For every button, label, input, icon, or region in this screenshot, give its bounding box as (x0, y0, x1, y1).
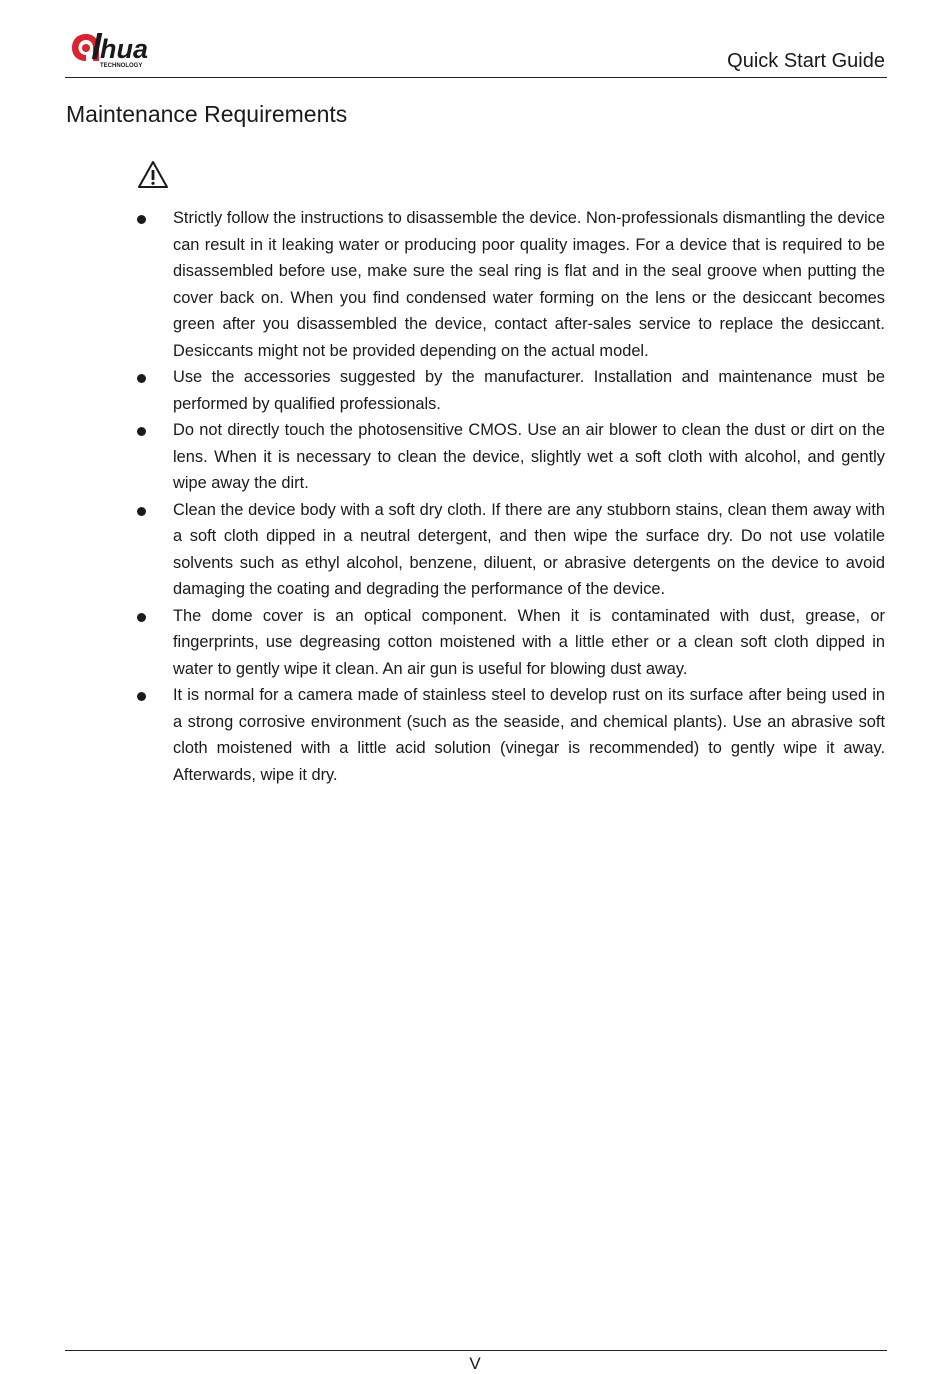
list-item (135, 205, 885, 364)
list-item-text: Strictly follow the instructions to disassemble the device. Non-professionals dismantling the device can result in it leaking water or producing poor quality images. For a device that is required to be disassembled before use, make sure the seal ring is flat and in the seal groove when putting the cover back on. When you find condensed water forming on the lens or the desiccant becomes green after you disassembled the device, contact after-sales service to replace the desiccant. Desiccants might not be provided depending on the actual model. (173, 209, 885, 360)
document-title: Quick Start Guide (727, 50, 885, 72)
list-item-text: It is normal for a camera made of stainless steel to develop rust on its surface after being used in a strong corrosive environment (such as the seaside, and chemical plants). Use an abrasive soft cloth moistened with a little acid solution (vinegar is recommended) to gently wipe it away. Afterwards, wipe it dry. (173, 686, 885, 784)
warning-icon (137, 160, 169, 189)
list-item-text: Use the accessories suggested by the manufacturer. Installation and maintenance must be performed by qualified professionals. (173, 368, 885, 413)
bullet-icon (137, 507, 146, 516)
list-item-text: The dome cover is an optical component. When it is contaminated with dust, grease, or fingerprints, use degreasing cotton moistened with a little ether or a clean soft cloth dipped in water to gently wipe it clean. An air gun is useful for blowing dust away. (173, 606, 885, 678)
list-item (135, 497, 885, 603)
bullet-icon (137, 427, 146, 436)
list-item-text: Clean the device body with a soft dry cloth. If there are any stubborn stains, clean them away with a soft cloth dipped in a neutral detergent, and then wipe the surface dry. Do not use volatile solvents such as ethyl alcohol, benzene, diluent, or abrasive detergents on the device to avoid damaging the coating and degrading the performance of the device. (173, 500, 885, 598)
bullet-icon (137, 374, 146, 383)
list-item (135, 682, 885, 788)
page-number: V (469, 1354, 481, 1373)
svg-text:TECHNOLOGY: TECHNOLOGY (100, 63, 143, 69)
list-item-text: Do not directly touch the photosensitive CMOS. Use an air blower to clean the dust or dirt on the lens. When it is necessary to clean the device, slightly wet a soft cloth with alcohol, and gently wipe away the dirt. (173, 421, 885, 492)
bullet-icon (137, 692, 146, 701)
svg-text:hua: hua (100, 34, 149, 64)
bullet-icon (137, 215, 146, 224)
section-title: Maintenance Requirements (66, 101, 348, 127)
bullet-icon (137, 613, 146, 622)
list-item (135, 417, 885, 497)
list-item (135, 603, 885, 683)
list-item (135, 364, 885, 417)
footer-divider (65, 1350, 887, 1351)
header-divider (65, 77, 887, 78)
brand-logo (72, 30, 184, 70)
maintenance-list (135, 205, 885, 788)
